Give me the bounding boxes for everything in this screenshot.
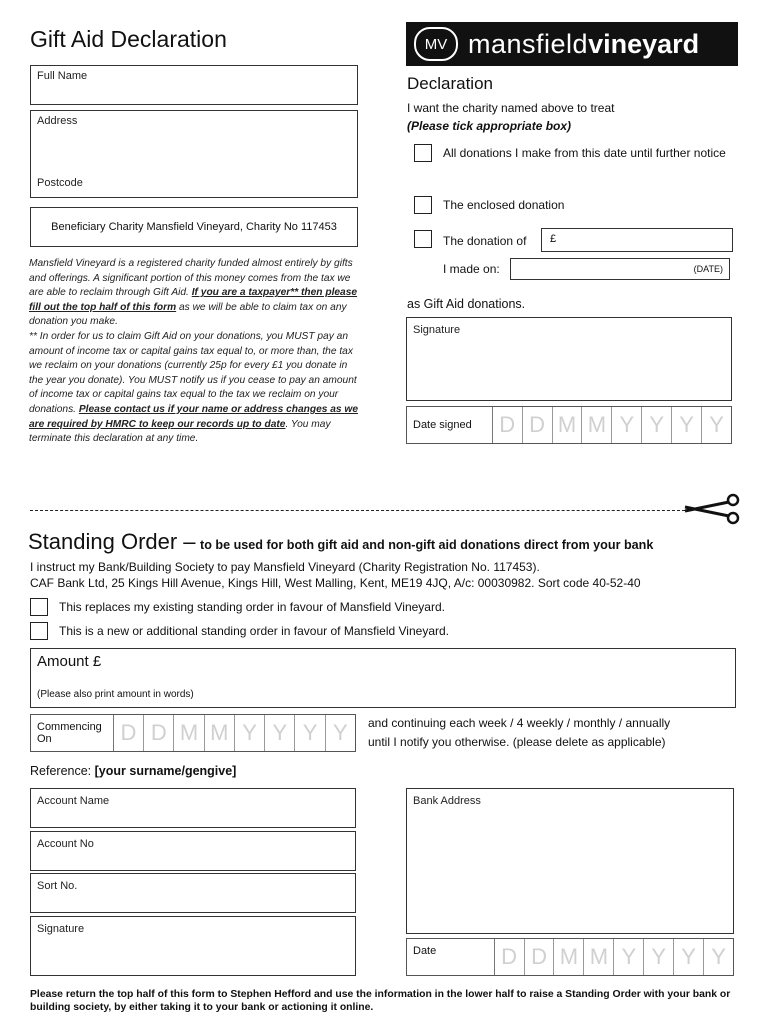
donation-of-checkbox[interactable] xyxy=(414,230,432,248)
declaration-signature-field[interactable] xyxy=(406,317,732,401)
all-donations-checkbox[interactable] xyxy=(414,144,432,162)
beneficiary-text: Beneficiary Charity Mansfield Vineyard, Charity No 117453 xyxy=(51,220,337,233)
amount-label: Amount £ xyxy=(37,653,102,670)
replaces-existing-label: This replaces my existing standing order in favour of Mansfield Vineyard. xyxy=(59,600,445,614)
info-p1: Mansfield Vineyard is a registered charity funded almost entirely by gifts and offerings. A significant portion of this money comes from the tax we are able to reclaim through Gift Aid. xyxy=(29,258,353,299)
date-cell[interactable]: D xyxy=(493,407,523,443)
amount-words-label: (Please also print amount in words) xyxy=(37,689,194,700)
date-cell[interactable]: Y xyxy=(612,407,642,443)
footer-note: Please return the top half of this form to Stephen Hefford and use the information in the lower half to raise a Standing Order with your bank or building society, by either taking it to your bank or actioning it online. xyxy=(30,989,731,1013)
date-cell[interactable]: M xyxy=(205,715,235,751)
scissors-icon xyxy=(683,492,743,526)
new-order-label: This is a new or additional standing order in favour of Mansfield Vineyard. xyxy=(59,624,449,638)
full-name-field[interactable] xyxy=(30,65,358,105)
standing-order-signature-field[interactable] xyxy=(30,916,356,976)
postcode-label: Postcode xyxy=(37,177,83,189)
info-p2-bold: Please contact us if your name or address changes as we are required by HMRC to keep our records up to date xyxy=(29,403,358,430)
date-cell[interactable]: Y xyxy=(614,939,644,975)
date-cell[interactable]: M xyxy=(174,715,204,751)
date-cell[interactable]: M xyxy=(554,939,584,975)
date-cell[interactable]: D xyxy=(495,939,525,975)
date-cell[interactable]: Y xyxy=(333,720,348,745)
sort-no-label: Sort No. xyxy=(37,880,78,892)
cut-line xyxy=(30,510,690,511)
date-hint: (DATE) xyxy=(693,264,723,274)
bank-address-label: Bank Address xyxy=(413,795,481,807)
date-cell[interactable]: Y xyxy=(709,412,724,437)
standing-order-title: Standing Order – xyxy=(28,529,196,554)
commencing-date-field[interactable] xyxy=(30,714,356,752)
standing-order-date-field[interactable] xyxy=(406,938,734,976)
standing-order-date-label: Date xyxy=(407,939,495,975)
info-p2-end: . You may terminate this declaration at any time. xyxy=(29,418,331,445)
made-on-label: I made on: xyxy=(443,262,500,276)
date-cell[interactable]: M xyxy=(582,407,612,443)
declaration-heading: Declaration xyxy=(407,74,493,93)
standing-order-signature-label: Signature xyxy=(37,923,85,935)
enclosed-donation-label: The enclosed donation xyxy=(443,198,565,212)
info-p1-bold: If you are a taxpayer** then please fill out the top half of this form xyxy=(29,287,358,313)
as-gift-aid-text: as Gift Aid donations. xyxy=(407,297,526,311)
date-cell[interactable]: M xyxy=(584,939,614,975)
date-cell[interactable]: Y xyxy=(235,715,265,751)
bank-address-field[interactable] xyxy=(406,788,734,934)
instruct-line1: I instruct my Bank/Building Society to pay Mansfield Vineyard (Charity Registration No. 117453). xyxy=(30,560,540,574)
date-cell[interactable]: Y xyxy=(711,944,726,969)
amount-field[interactable] xyxy=(30,648,736,708)
date-cell[interactable]: Y xyxy=(295,715,325,751)
date-cell[interactable]: Y xyxy=(644,939,674,975)
address-label: Address xyxy=(37,115,78,127)
continuing-line2: until I notify you otherwise. (please delete as applicable) xyxy=(368,735,666,749)
account-name-field[interactable] xyxy=(30,788,356,828)
date-cell[interactable]: D xyxy=(525,939,555,975)
instruct-line2: CAF Bank Ltd, 25 Kings Hill Avenue, Kings Hill, West Malling, Kent, ME19 4JQ, A/c: 00030982. Sort code 40-52-40 xyxy=(30,576,641,590)
date-cell[interactable]: Y xyxy=(674,939,704,975)
enclosed-donation-checkbox[interactable] xyxy=(414,196,432,214)
commencing-label: Commencing On xyxy=(31,715,114,751)
reference-value: [your surname/gengive] xyxy=(94,764,237,778)
date-cell[interactable]: D xyxy=(114,715,144,751)
page-title: Gift Aid Declaration xyxy=(30,26,227,52)
date-signed-field[interactable] xyxy=(406,406,732,444)
account-no-field[interactable] xyxy=(30,831,356,871)
account-no-label: Account No xyxy=(37,838,94,850)
date-cell[interactable]: Y xyxy=(672,407,702,443)
all-donations-label: All donations I make from this date until further notice xyxy=(443,146,726,160)
logo-word-vineyard: vineyard xyxy=(588,28,700,59)
currency-symbol: £ xyxy=(550,233,557,245)
beneficiary-box xyxy=(30,207,358,247)
declaration-line2: (Please tick appropriate box) xyxy=(407,119,572,133)
date-cell[interactable]: D xyxy=(144,715,174,751)
donation-of-label: The donation of xyxy=(443,234,527,248)
date-cell[interactable]: Y xyxy=(265,715,295,751)
standing-order-heading xyxy=(28,529,653,555)
date-cell[interactable]: M xyxy=(553,407,583,443)
date-signed-label: Date signed xyxy=(407,407,493,443)
info-p1-end: as we will be able to claim tax on any donation you make. xyxy=(29,301,347,328)
reference-label: Reference: xyxy=(30,764,92,778)
made-on-date-input[interactable] xyxy=(510,258,730,280)
new-order-checkbox[interactable] xyxy=(30,622,48,640)
logo-word-mansfield: mansfield xyxy=(468,28,589,59)
full-name-label: Full Name xyxy=(37,70,88,82)
sort-no-field[interactable] xyxy=(30,873,356,913)
address-field[interactable] xyxy=(30,110,358,198)
gift-aid-info xyxy=(29,257,358,447)
info-p2: ** In order for us to claim Gift Aid on your donations, you MUST pay an amount of income tax or capital gains tax equal to, or more than, the tax we reclaim on your donations (currently 25p for every £1 you donate in the year you donate). You MUST notify us if you cease to pay an amount of income tax or capital gains tax equal to the tax we reclaim on your donations. xyxy=(29,330,357,415)
standing-order-subtitle: to be used for both gift aid and non-gift aid donations direct from your bank xyxy=(200,538,654,552)
declaration-signature-label: Signature xyxy=(413,324,461,336)
date-cell[interactable]: D xyxy=(523,407,553,443)
donation-amount-input[interactable] xyxy=(541,228,733,252)
logo xyxy=(406,22,738,66)
date-cell[interactable]: Y xyxy=(642,407,672,443)
account-name-label: Account Name xyxy=(37,795,110,807)
logo-monogram: MV xyxy=(414,27,458,61)
continuing-line1: and continuing each week / 4 weekly / monthly / annually xyxy=(368,716,671,730)
replaces-existing-checkbox[interactable] xyxy=(30,598,48,616)
reference xyxy=(30,764,236,778)
declaration-line1: I want the charity named above to treat xyxy=(407,101,615,115)
